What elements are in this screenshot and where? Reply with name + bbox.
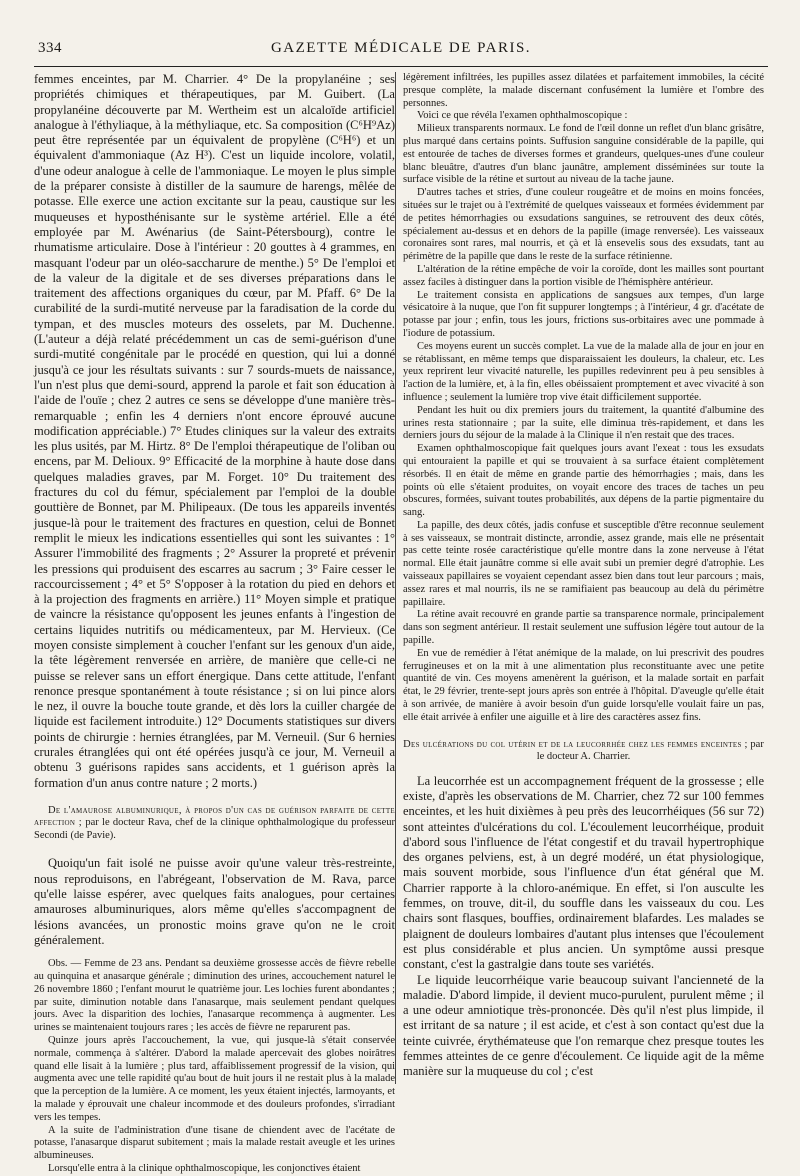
journal-title: GAZETTE MÉDICALE DE PARIS. (270, 40, 532, 56)
article-title-author: par le docteur A. Charrier. (536, 738, 764, 763)
paragraph-observation: Obs. — Femme de 23 ans. Pendant sa deuxième grossesse accès de fièvre rebelle au quinquina et anasarque générale ; diminution des urines, accouchement naturel le 26 novembre 1860 ; l'enfant mourut le quatrième jour. Les lochies furent abondantes ; par suite, diminution notable dans l'anasarque, mais seulement pendant quelques jours. Avec la disparition des lochies, l'anasarque recommença à augmenter. Les urines se maintenaient toujours rares ; les accès de fièvre ne reparurent pas. (34, 958, 395, 1034)
header-rule (34, 66, 768, 67)
paragraph-liquide: Le liquide leucorrhéique varie beaucoup suivant l'ancienneté de la maladie. D'abord limpide, il devient muco-purulent, purulent même ; il a une odeur amniotique très-prononcée. Dès qu'il n'est plus limpide, il est irritant de sa nature ; il est acide, et c'est à son contact qu'est due la teinte cuivrée, érythémateuse que l'on remarque chez presque toutes les femmes atteintes de ce genre d'écoulement. Ce liquide agit de la même manière sur la muqueuse du col ; c'est (403, 972, 764, 1079)
article-title-ulcerations (403, 739, 764, 764)
paragraph-leucorrhee: La leucorrhée est un accompagnement fréquent de la grossesse ; elle existe, d'après les observations de M. Charrier, chez 72 sur 100 femmes enceintes, et les huit dixièmes à peu près des leucorrhéiques (56 sur 72) sont atteintes d'ulcérations du col. L'écoulement leucorrhéique, produit d'abord sous l'influence de l'état congestif et du travail hypertrophique des organes pelviens, est, à un degré modéré, un état physiologique, mais souvent morbide, sous l'influence d'un état général que M. Charrier rapporte à la chloro-anémique. En effet, si l'on ausculte les femmes, on trouve, dit-il, du souffle dans les vaisseaux du cou. Les chairs sont flasques, bouffies, ordinairement blafardes. Les malades se plaignent de douleurs lombaires d'autant plus intenses que l'écoulement est plus considérable et plus ancien. Un symptôme aussi presque constant, c'est la gastralgie dans toute ses variétés. (403, 773, 764, 972)
paragraph-continuation: légèrement infiltrées, les pupilles assez dilatées et parfaitement immobiles, la cécité presque complète, la malade discernant confusément la lumière et l'ombre des personnes. (403, 72, 764, 109)
paragraph-ces-moyens: Ces moyens eurent un succès complet. La vue de la malade alla de jour en jour en se rétablissant, en même temps que disparaissaient les douleurs, la chaleur, etc. Les yeux reprirent leur vivacité naturelle, les pupilles redevinrent peu à peu sensibles à l'action de la lumière, et, à la fin, elles obéissaient promptement et avec vivacité à son influence ; seulement la lumière trop vive était difficilement supportée. (403, 340, 764, 403)
column-divider (395, 72, 396, 1084)
paragraph-pendant: Pendant les huit ou dix premiers jours du traitement, la quantité d'albumine des urines resta stationnaire ; par la suite, elle diminua très-rapidement, et dans les derniers jours du séjour de la malade à la Clinique il n'en restait que des traces. (403, 404, 764, 442)
article-title-caps: Des ulcérations du col utérin et de la leucorrhée chez les femmes enceintes ; (403, 738, 748, 750)
paragraph-a-la-suite: A la suite de l'administration d'une tisane de chiendent avec de l'acétate de potasse, l'anasarque disparut subitement ; mais la malade restait aveugle et les urines albumineuses. (34, 1124, 395, 1162)
paragraph-en-vue: En vue de remédier à l'état anémique de la malade, on lui prescrivit des poudres ferrugineuses et on la mit à une alimentation plus reconstituante avec une petite quantité de vin. Ces moyens amenèrent la guérison, et la malade sortait en parfait état, le 29 février, trente-sept jours après son entrée à l'hôpital. D'aveugle qu'elle était à son arrivée, de manière à avoir besoin d'un guide lorsqu'elle voulait faire un pas, elle était arrivée à enfiler une aiguille et à lire des caractères assez fins. (403, 647, 764, 723)
article-title-caps: De l'amaurose albuminurique, à propos d'un cas de guérison parfaite de cette affection ; (34, 804, 395, 829)
paragraph-quoiqu: Quoiqu'un fait isolé ne puisse avoir qu'une valeur très-restreinte, nous reproduisons, en l'abrégeant, l'observation de M. Rava, parce qu'elle laisse espérer, avec quelques faits analogues, pour certaines amauroses albuminuriques, alors même qu'elles s'accompagnent de lésions avancées, un pronostic moins grave qu'on ne le croit généralement. (34, 856, 395, 947)
page-number: 334 (38, 40, 62, 56)
paragraph-milieux: Milieux transparents normaux. Le fond de l'œil donne un reflet d'un blanc grisâtre, plus marqué dans certains points. Suffusion sanguine considérable de la papille, qui est entourée de taches de diverses formes et grandeurs, quelques-unes d'une couleur blanc bleuâtre, d'autres d'un blanc jaunâtre, amplement disséminées sur toute la surface visible de la rétine et surtout au niveau de la tache jaune. (403, 123, 764, 186)
right-column (403, 72, 764, 1084)
article-title-amaurose (34, 805, 395, 843)
paragraph-propylanine-list: femmes enceintes, par M. Charrier. 4° De la propylanéine ; ses propriétés chimiques et thérapeutiques, par M. Guibert. (La propylanéine découverte par M. Wertheim est un alcaloïde artificiel analogue à l'éthyliaque, à la méthyliaque, etc. Sa composition (C⁶H⁹Az) peut être représentée par un équivalent de propylène (C⁶H⁶) et un équivalent d'ammoniaque (Az H³). C'est un liquide incolore, volatil, d'une odeur analogue à celle de l'ammoniaque. Le moyen le plus simple de la préparer consiste à distiller de la saumure de harengs, mêlée de potasse. Elle exerce une action excitante sur la peau, caustique sur les muqueuses et hyposthénisante sur le système artériel. Elle a été employée par M. Awénarius (de Saint-Pétersbourg), contre le rhumatisme articulaire. Dose à l'intérieur : 20 gouttes à 4 grammes, en masquant l'odeur par un oléo-saccharure de menthe.) 5° De l'emploi et de la valeur de la digitale et de ses diverses préparations dans le traitement des affections organiques du cœur, par M. Pfaff. 6° De la curabilité de la surdi-mutité nerveuse par la faradisation de la corde du tympan, et des muscles moteurs des osselets, par M. Duchenne. (L'auteur a déjà relaté précédemment un cas de semi-guérison d'une surdi-mutité congénitale par le procédé en question, qui lui a donné jusqu'à ce jour les résultats suivants : sur 7 sourds-muets de naissance, l'un n'est plus que demi-sourd, apprend la parole et fait son éducation à l'aide de l'ouïe ; chez 2 autres ce sens se développe d'une manière très-remarquable ; enfin les 4 derniers n'ont encore éprouvé aucune modification appréciable.) 7° Etudes cliniques sur la valeur des extraits les plus usités, par M. Hirtz. 8° De l'emploi thérapeutique de l'oliban ou encens, par M. Delioux. 9° Efficacité de la morphine à haute dose dans quelques maladies graves, par M. Forget. 10° Du traitement des fractures du col du fémur, spécialement par l'emploi de la double gouttière de Bonnet, par M. Philipeaux. (De tous les appareils inventés jusque-là pour le traitement des fractures en question, celui de Bonnet remplit le mieux les indications essentielles qui sont les suivantes : 1° Assurer l'immobilité des fragments ; 2° Assurer la propreté et prévenir les pressions qui produisent des escarres au sacrum ; 3° Faire cesser le raccourcissement ; 4° et 5° S'opposer à la rotation du pied en dehors et à la projection des fragments en arrière.) 11° Moyen simple et pratique de vaincre la résistance qu'opposent les jeunes enfants à l'ingestion de certains liquides nutritifs ou médicamenteux, par M. Hervieux. (Ce moyen consiste simplement à coucher l'enfant sur les genoux d'un aide, la tête légèrement renversée en arrière, de manière que celle-ci ne puisse se relever sans un effort énergique. Dans cette attitude, l'enfant renonce presque spontanément à toute résistance ; si on lui pince alors le nez, il ouvre la bouche toute grande, et dès lors la cuiller chargée de liquide est facilement introduite.) 12° Documents statistiques sur divers points de chirurgie : hernies étranglées, par M. Verneuil. (Sur 6 hernies crurales étranglées qui ont été opérées jusqu'à ce jour, M. Verneuil a obtenu 3 guérisons rapides sans accidents, et 1 guérison après la formation d'un anus contre nature ; 2 morts.) (34, 72, 395, 790)
paragraph-traitement: Le traitement consista en applications de sangsues aux tempes, d'un large vésicatoire à la nuque, que l'on fit suppurer longtemps ; à l'intérieur, 4 gr. d'acétate de potasse par jour ; enfin, tous les jours, frictions sus-orbitaires avec une pommade à l'iodure de potassium. (403, 289, 764, 339)
article-title-author: par le docteur Rava, chef de la clinique ophthalmologique du professeur Secondi (de Pavie). (34, 817, 395, 841)
paragraph-la-papille: La papille, des deux côtés, jadis confuse et susceptible d'être reconnue seulement à ses vaisseaux, se montrait distincte, arrondie, assez grande, mais elle ne présentait pas cette teinte rosée caractéristique qu'elle montre dans la zone nerveuse à l'état normal. Elle était jaunâtre comme si elle avait subi un premier degré d'atrophie. Les vaisseaux papillaires se voyaient cependant assez bien dans tout leur parcours ; mais, assez rares et mal nourris, ils ne se ramifiaient pas beaucoup au delà du périmètre papillaire. (403, 519, 764, 608)
paragraph-d-autres-taches: D'autres taches et stries, d'une couleur rougeâtre et de moins en moins foncées, situées sur le trajet ou à l'extrémité de quelques vaisseaux et formées évidemment par de petites hémorrhagies ou exsudations sanguines, se retrouvent des deux côtés, spécialement au-dessus et en dehors de la papille (image renversée). Les vaisseaux coronaires sont rares, mal nourris, et çà et là ensevelis sous des exsudats, tant au périmètre de la papille que dans le reste de la surface rétinienne. (403, 187, 764, 263)
paragraph-examen: Examen ophthalmoscopique fait quelques jours avant l'exeat : tous les exsudats qui entouraient la papille et qui se trouvaient à sa surface étaient complètement résorbés. Il en était de même en grande partie des hémorrhagies ; mais, dans les points où elle s'étaient produites, on voyait encore des traces de taches un peu obscures, formées, suivant toutes probabilités, aux dépens de la partie pigmentaire du sang. (403, 443, 764, 519)
left-column (34, 72, 395, 1174)
page-header (36, 40, 766, 66)
paragraph-lorsqu-elle: Lorsqu'elle entra à la clinique ophthalmoscopique, les conjonctives étaient (48, 1162, 361, 1174)
paragraph-alteration: L'altération de la rétine empêche de voir la coroïde, dont les mailles sont pourtant assez faciles à distinguer dans la portion visible de l'hémisphère antérieur. (403, 263, 764, 288)
paragraph-quinze-jours: Quinze jours après l'accouchement, la vue, qui jusque-là s'était conservée normale, commença à s'altérer. D'abord la malade apercevait des globes noirâtres quand elle lisait à la lumière ; plus tard, affaiblissement progressif de la vision, qui augmenta avec une telle rapidité qu'au bout de huit jours il ne restait plus à la malade que la perception de la lumière. A ce moment, les yeux étaient injectés, larmoyants, et la malade y éprouvait une chaleur incommode et des douleurs profondes, s'irradiant vers les tempes. (34, 1035, 395, 1123)
paragraph-la-retine: La rétine avait recouvré en grande partie sa transparence normale, principalement dans son segment antérieur. Il restait seulement une suffusion légère tout autour de la papille. (403, 609, 764, 647)
paragraph-voici: Voici ce que révéla l'examen ophthalmoscopique : (417, 110, 628, 122)
